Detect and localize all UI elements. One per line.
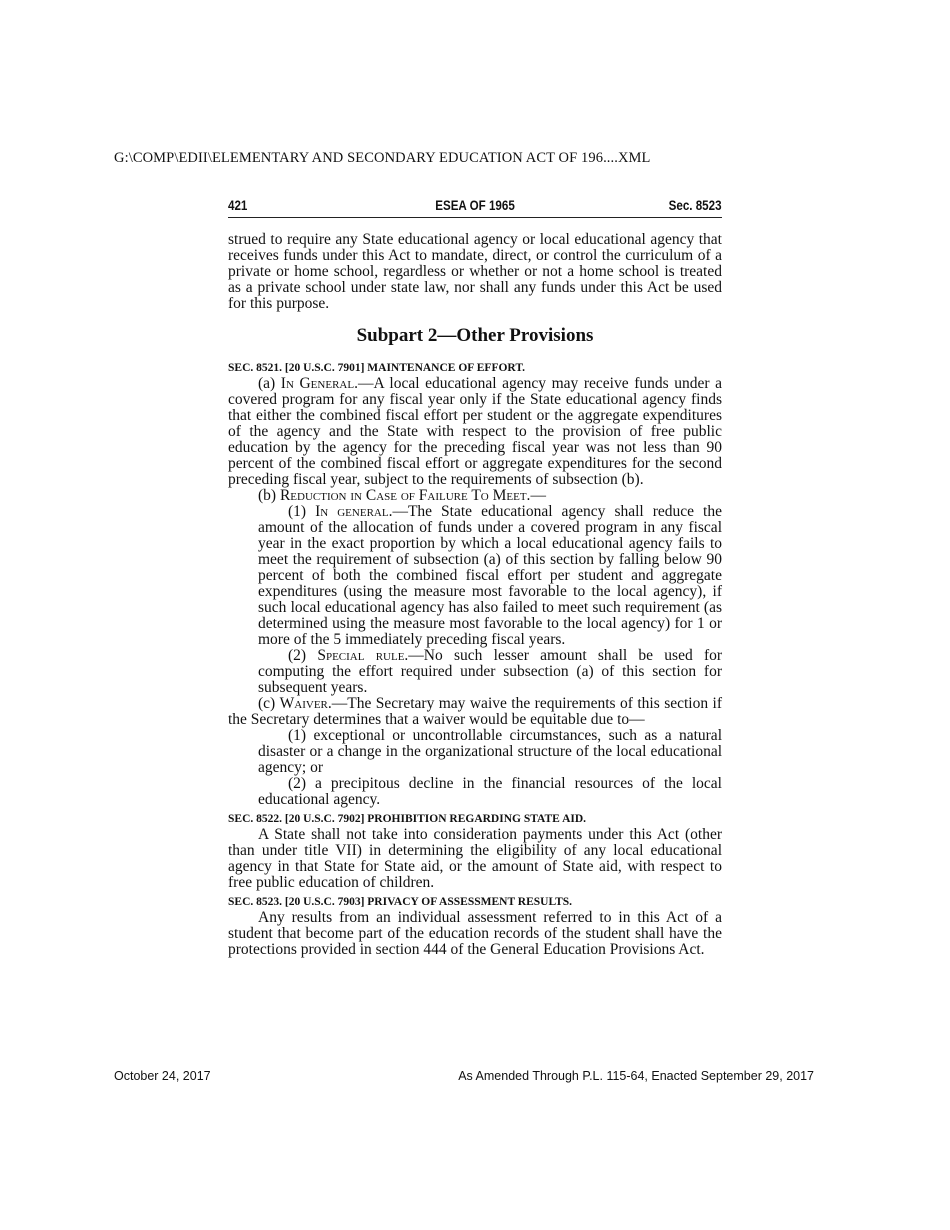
section-8523-heading: SEC. 8523. [20 U.S.C. 7903] PRIVACY OF ASSESSMENT RESULTS. [228, 896, 573, 908]
subsection-c-caption: Waiver. [279, 695, 332, 712]
paragraph-b1-label: (1) [288, 503, 316, 520]
page-number: 421 [228, 198, 248, 213]
paragraph-b1-caption: In general. [315, 503, 393, 520]
subsection-c-text: —The Secretary may waive the requirements of this section if the Secretary determines that a waiver would be equitable due to— [228, 695, 723, 728]
paragraph-c2: (2) a precipitous decline in the financial resources of the local educational agency. [258, 775, 722, 808]
continuation-paragraph: strued to require any State educational agency or local educational agency that receives funds under this Act to mandate, direct, or control the curriculum of a private or home school, regardless or whether or not a home school is treated as a private school under state law, nor shall any funds under this Act be used for this purpose. [228, 231, 722, 312]
subsection-a-label: (a) [258, 375, 281, 392]
subsection-a-text: —A local educational agency may receive funds under a covered program for any fiscal year only if the State educational agency finds that either the combined fiscal effort per student or the aggregate expenditures of the agency and the State with respect to the provision of free public education by the agency for the preceding fiscal year was not less than 90 percent of the combined fiscal effort or aggregate expenditures for the second preceding fiscal year, subject to the requirements of subsection (b). [228, 375, 723, 488]
paragraph-b1 [228, 504, 722, 648]
section-8521-heading: SEC. 8521. [20 U.S.C. 7901] MAINTENANCE OF EFFORT. [228, 362, 526, 374]
subsection-c [228, 696, 722, 728]
subsection-c-label: (c) [258, 695, 280, 712]
subsection-b-caption: Reduction in Case of Failure To Meet. [279, 487, 531, 504]
section-reference: Sec. 8523 [669, 198, 722, 213]
paragraph-b2-text: —No such lesser amount shall be used for computing the effort required under subsection (a) of this section for subsequent years. [258, 647, 723, 696]
footer-amendment-note: As Amended Through P.L. 115-64, Enacted September 29, 2017 [458, 1069, 814, 1083]
subsection-a [228, 376, 722, 488]
paragraph-b2-caption: Special rule. [317, 647, 409, 664]
running-head [228, 197, 722, 218]
paragraph-c1: (1) exceptional or uncontrollable circumstances, such as a natural disaster or a change in the organizational structure of the local educational agency; or [258, 727, 722, 776]
section-8523-text: Any results from an individual assessment referred to in this Act of a student that become part of the education records of the student shall have the protections provided in section 444 of the General Education Provisions Act. [228, 909, 722, 958]
subsection-b-text: — [530, 487, 546, 504]
paragraph-b2-label: (2) [288, 647, 318, 664]
document-body [228, 232, 722, 958]
section-8522-text: A State shall not take into consideration payments under this Act (other than under title VII) in determining the eligibility of any local educational agency in that State for State aid, or the amount of State aid, with respect to free public education of children. [228, 826, 722, 891]
subsection-a-caption: In General. [280, 375, 358, 392]
paragraph-b1-text: —The State educational agency shall reduce the amount of the allocation of funds under a covered program in any fiscal year in the exact proportion by which a local educational agency fails to meet the requirement of subsection (a) of this section by falling below 90 percent of both the combined fiscal effort per student and aggregate expenditures (using the measure most favorable to the local agency), if such local educational agency has also failed to meet such requirement (as determined using the measure most favorable to the local agency) for 1 or more of the 5 immediately preceding fiscal years. [258, 503, 722, 648]
paragraph-b2 [228, 648, 722, 696]
running-title: ESEA OF 1965 [435, 198, 515, 213]
footer-date: October 24, 2017 [114, 1069, 211, 1083]
section-8522-heading: SEC. 8522. [20 U.S.C. 7902] PROHIBITION REGARDING STATE AID. [228, 813, 587, 825]
subpart-heading: Subpart 2—Other Provisions [356, 325, 594, 346]
subsection-b-label: (b) [258, 487, 280, 504]
subsection-b [228, 488, 722, 504]
file-path: G:\COMP\EDII\ELEMENTARY AND SECONDARY EDUCATION ACT OF 196....XML [114, 150, 651, 166]
